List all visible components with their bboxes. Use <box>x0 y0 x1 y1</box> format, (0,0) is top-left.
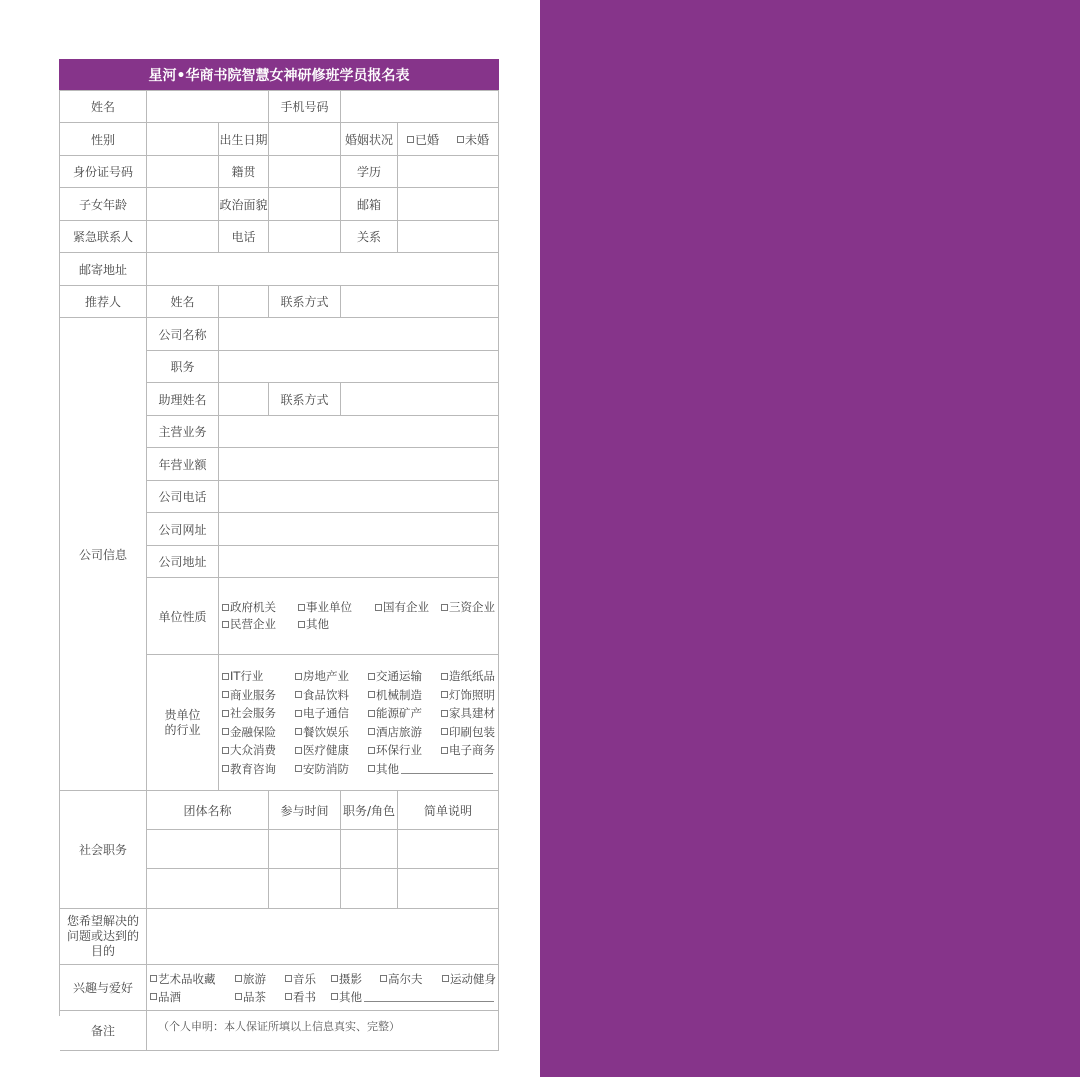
industry-checkbox[interactable] <box>368 741 422 760</box>
married-checkbox[interactable] <box>407 131 439 148</box>
goal-label-text: 您希望解决的问题或达到的目的 <box>66 914 139 958</box>
native-place-label: 籍贯 <box>219 156 269 188</box>
hobby-option-label: 高尔夫 <box>388 971 423 986</box>
goal-label <box>60 909 147 965</box>
industry-checkbox[interactable] <box>295 741 349 760</box>
unit-nature-option-label: 国有企业 <box>383 600 429 614</box>
checkbox-icon <box>441 691 448 698</box>
main-business-label: 主营业务 <box>147 416 219 448</box>
checkbox-icon <box>235 993 242 1000</box>
hobby-option-label: 其他 <box>339 989 362 1004</box>
checkbox-icon <box>222 604 229 611</box>
unmarried-label: 未婚 <box>464 132 489 147</box>
company-website-field[interactable] <box>219 513 499 546</box>
referrer-contact-field[interactable] <box>341 286 499 318</box>
checkbox-icon <box>380 975 387 982</box>
checkbox-icon <box>150 993 157 1000</box>
main-business-field[interactable] <box>219 416 499 448</box>
industry-option-label: 其他 <box>376 761 399 776</box>
form-title: 星河•华商书院智慧女神研修班学员报名表 <box>59 59 499 90</box>
name-label: 姓名 <box>60 91 147 123</box>
unit-nature-options <box>219 578 499 655</box>
industry-checkbox[interactable] <box>295 667 349 686</box>
industry-option-label: 能源矿产 <box>376 706 422 720</box>
industry-option-label: 食品饮料 <box>303 687 349 702</box>
emergency-phone-label: 电话 <box>219 221 269 253</box>
political-status-label: 政治面貌 <box>219 188 269 221</box>
hobby-option-label: 艺术品收藏 <box>158 971 216 986</box>
checkbox-icon <box>441 728 448 735</box>
checkbox-icon <box>407 136 414 143</box>
checkbox-icon <box>441 604 448 611</box>
company-address-field[interactable] <box>219 546 499 578</box>
company-phone-field[interactable] <box>219 481 499 513</box>
id-number-label: 身份证号码 <box>60 156 147 188</box>
hobby-checkbox[interactable] <box>442 970 496 988</box>
checkbox-icon <box>295 728 302 735</box>
company-website-label: 公司网址 <box>147 513 219 546</box>
hobby-checkbox[interactable] <box>331 988 494 1006</box>
education-field[interactable] <box>398 156 499 188</box>
industry-option-label: 灯饰照明 <box>449 687 495 702</box>
checkbox-icon <box>441 673 448 680</box>
checkbox-icon <box>150 975 157 982</box>
hobby-option-label: 看书 <box>293 989 316 1004</box>
social-desc-field[interactable] <box>398 830 499 869</box>
political-status-field[interactable] <box>269 188 341 221</box>
hobby-checkbox[interactable] <box>285 988 316 1006</box>
checkbox-icon <box>285 993 292 1000</box>
social-header-desc: 简单说明 <box>398 791 499 830</box>
company-info-label: 公司信息 <box>60 318 147 791</box>
industry-checkbox[interactable] <box>222 686 276 705</box>
industry-option-label: 教育咨询 <box>230 761 276 776</box>
industry-option-label: 印刷包装 <box>449 724 495 739</box>
native-place-field[interactable] <box>269 156 341 188</box>
id-number-field[interactable] <box>147 156 219 188</box>
industry-option-label: 机械制造 <box>376 687 422 702</box>
checkbox-icon <box>368 728 375 735</box>
email-field[interactable] <box>398 188 499 221</box>
unit-nature-checkbox[interactable] <box>222 616 276 633</box>
emergency-contact-field[interactable] <box>147 221 219 253</box>
unit-nature-option-label: 其他 <box>306 617 329 631</box>
industry-option-label: IT行业 <box>230 669 264 683</box>
checkbox-icon <box>298 604 305 611</box>
purple-background-panel <box>540 0 1080 1077</box>
education-label: 学历 <box>341 156 398 188</box>
unit-nature-label: 单位性质 <box>147 578 219 655</box>
checkbox-icon <box>222 765 229 772</box>
hobby-option-label: 音乐 <box>293 971 316 986</box>
unit-nature-checkbox[interactable] <box>441 599 495 616</box>
company-name-label: 公司名称 <box>147 318 219 351</box>
marital-label: 婚姻状况 <box>341 123 398 156</box>
unit-nature-option-label: 政府机关 <box>230 600 276 614</box>
company-name-field[interactable] <box>219 318 499 351</box>
social-position-label: 社会职务 <box>60 791 147 909</box>
industry-option-label: 交通运输 <box>376 669 422 683</box>
checkbox-icon <box>375 604 382 611</box>
unit-nature-checkbox[interactable] <box>375 599 429 616</box>
relation-field[interactable] <box>398 221 499 253</box>
hobby-checkbox[interactable] <box>235 988 266 1006</box>
checkbox-icon <box>331 993 338 1000</box>
industry-checkbox[interactable] <box>222 704 276 723</box>
relation-label: 关系 <box>341 221 398 253</box>
industry-checkbox[interactable] <box>368 760 493 779</box>
name-field[interactable] <box>147 91 269 123</box>
checkbox-icon <box>331 975 338 982</box>
industry-checkbox[interactable] <box>441 723 495 742</box>
phone-field[interactable] <box>341 91 499 123</box>
checkbox-icon <box>235 975 242 982</box>
social-role-field[interactable] <box>341 830 398 869</box>
referrer-contact-label: 联系方式 <box>269 286 341 318</box>
hobby-checkbox[interactable] <box>331 970 362 988</box>
industry-option-label: 房地产业 <box>303 669 349 683</box>
social-time-field[interactable] <box>269 830 341 869</box>
hobby-option-label: 旅游 <box>243 971 266 986</box>
checkbox-icon <box>368 747 375 754</box>
gender-field[interactable] <box>147 123 219 156</box>
industry-checkbox[interactable] <box>441 686 495 705</box>
assistant-contact-field[interactable] <box>341 383 499 416</box>
unit-nature-checkbox[interactable] <box>222 599 276 616</box>
hobby-options <box>147 965 499 1011</box>
children-age-field[interactable] <box>147 188 219 221</box>
industry-option-label: 餐饮娱乐 <box>303 724 349 739</box>
industry-checkbox[interactable] <box>441 741 495 760</box>
industry-option-label: 造纸纸品 <box>449 669 495 683</box>
checkbox-icon <box>441 747 448 754</box>
unit-nature-checkbox[interactable] <box>298 616 329 633</box>
industry-checkbox[interactable] <box>441 704 495 723</box>
checkbox-icon <box>222 747 229 754</box>
children-age-label: 子女年龄 <box>60 188 147 221</box>
checkbox-icon <box>457 136 464 143</box>
hobby-label: 兴趣与爱好 <box>60 965 147 1011</box>
industry-checkbox[interactable] <box>368 704 422 723</box>
hobby-checkbox[interactable] <box>235 970 266 988</box>
industry-checkbox[interactable] <box>295 760 349 779</box>
industry-option-label: 电子通信 <box>303 706 349 720</box>
industry-options <box>219 655 499 791</box>
industry-checkbox[interactable] <box>295 704 349 723</box>
industry-option-label: 环保行业 <box>376 743 422 757</box>
remark-label: 备注 <box>60 1011 147 1051</box>
social-role-field[interactable] <box>341 869 398 909</box>
checkbox-icon <box>222 691 229 698</box>
industry-option-label: 电子商务 <box>449 743 495 757</box>
checkbox-icon <box>222 621 229 628</box>
hobby-checkbox[interactable] <box>285 970 316 988</box>
social-header-time: 参与时间 <box>269 791 341 830</box>
industry-checkbox[interactable] <box>222 741 276 760</box>
annual-revenue-label: 年营业额 <box>147 448 219 481</box>
social-header-group: 团体名称 <box>147 791 269 830</box>
assistant-name-field[interactable] <box>219 383 269 416</box>
company-address-label: 公司地址 <box>147 546 219 578</box>
unit-nature-option-label: 事业单位 <box>306 600 352 614</box>
assistant-name-label: 助理姓名 <box>147 383 219 416</box>
hobby-option-label: 运动健身 <box>450 971 496 986</box>
unit-nature-option-label: 民营企业 <box>230 617 276 631</box>
checkbox-icon <box>295 710 302 717</box>
hobby-checkbox[interactable] <box>150 970 216 988</box>
social-group-field[interactable] <box>147 830 269 869</box>
social-time-field[interactable] <box>269 869 341 909</box>
referrer-name-field[interactable] <box>219 286 269 318</box>
checkbox-icon <box>368 673 375 680</box>
unit-nature-option-label: 三资企业 <box>449 600 495 614</box>
unit-nature-checkbox[interactable] <box>298 599 352 616</box>
industry-option-label: 酒店旅游 <box>376 724 422 739</box>
industry-option-label: 安防消防 <box>303 761 349 776</box>
other-fill-line[interactable] <box>401 763 493 774</box>
industry-option-label: 商业服务 <box>230 687 276 702</box>
checkbox-icon <box>222 728 229 735</box>
checkbox-icon <box>295 691 302 698</box>
industry-checkbox[interactable] <box>368 723 422 742</box>
checkbox-icon <box>441 710 448 717</box>
social-header-role: 职务/角色 <box>341 791 398 830</box>
emergency-phone-field[interactable] <box>269 221 341 253</box>
goal-field[interactable] <box>147 909 499 965</box>
industry-option-label: 大众消费 <box>230 743 276 757</box>
industry-checkbox[interactable] <box>222 667 263 686</box>
checkbox-icon <box>295 673 302 680</box>
checkbox-icon <box>298 621 305 628</box>
social-group-field[interactable] <box>147 869 269 909</box>
referrer-label: 推荐人 <box>60 286 147 318</box>
checkbox-icon <box>222 710 229 717</box>
checkbox-icon <box>368 765 375 772</box>
industry-option-label: 医疗健康 <box>303 743 349 757</box>
industry-option-label: 家具建材 <box>449 706 495 720</box>
checkbox-icon <box>368 691 375 698</box>
industry-checkbox[interactable] <box>441 667 495 686</box>
checkbox-icon <box>442 975 449 982</box>
married-label: 已婚 <box>414 132 439 147</box>
mailing-address-field[interactable] <box>147 253 499 286</box>
industry-label-text: 贵单位的行业 <box>164 707 201 737</box>
checkbox-icon <box>368 710 375 717</box>
annual-revenue-field[interactable] <box>219 448 499 481</box>
hobby-checkbox[interactable] <box>150 988 181 1006</box>
hobby-option-label: 品酒 <box>158 989 181 1004</box>
industry-checkbox[interactable] <box>295 723 349 742</box>
unmarried-checkbox[interactable] <box>457 131 489 148</box>
birth-label: 出生日期 <box>219 123 269 156</box>
checkbox-icon <box>222 673 229 680</box>
gender-label: 性别 <box>60 123 147 156</box>
checkbox-icon <box>285 975 292 982</box>
industry-checkbox[interactable] <box>368 667 422 686</box>
position-label: 职务 <box>147 351 219 383</box>
referrer-name-label: 姓名 <box>147 286 219 318</box>
hobby-option-label: 摄影 <box>339 971 362 986</box>
industry-option-label: 金融保险 <box>230 724 276 739</box>
industry-checkbox[interactable] <box>368 686 422 705</box>
other-fill-line[interactable] <box>364 991 494 1002</box>
marital-options <box>398 123 499 156</box>
position-field[interactable] <box>219 351 499 383</box>
phone-label: 手机号码 <box>269 91 341 123</box>
emergency-contact-label: 紧急联系人 <box>60 221 147 253</box>
social-desc-field[interactable] <box>398 869 499 909</box>
industry-label <box>147 655 219 791</box>
hobby-option-label: 品茶 <box>243 989 266 1004</box>
company-phone-label: 公司电话 <box>147 481 219 513</box>
birth-field[interactable] <box>269 123 341 156</box>
checkbox-icon <box>295 747 302 754</box>
disclaimer-text: （个人申明：本人保证所填以上信息真实、完整） <box>158 1020 400 1033</box>
industry-checkbox[interactable] <box>222 760 276 779</box>
mailing-address-label: 邮寄地址 <box>60 253 147 286</box>
email-label: 邮箱 <box>341 188 398 221</box>
industry-option-label: 社会服务 <box>230 706 276 720</box>
hobby-checkbox[interactable] <box>380 970 423 988</box>
assistant-contact-label: 联系方式 <box>269 383 341 416</box>
checkbox-icon <box>295 765 302 772</box>
industry-checkbox[interactable] <box>295 686 349 705</box>
industry-checkbox[interactable] <box>222 723 276 742</box>
